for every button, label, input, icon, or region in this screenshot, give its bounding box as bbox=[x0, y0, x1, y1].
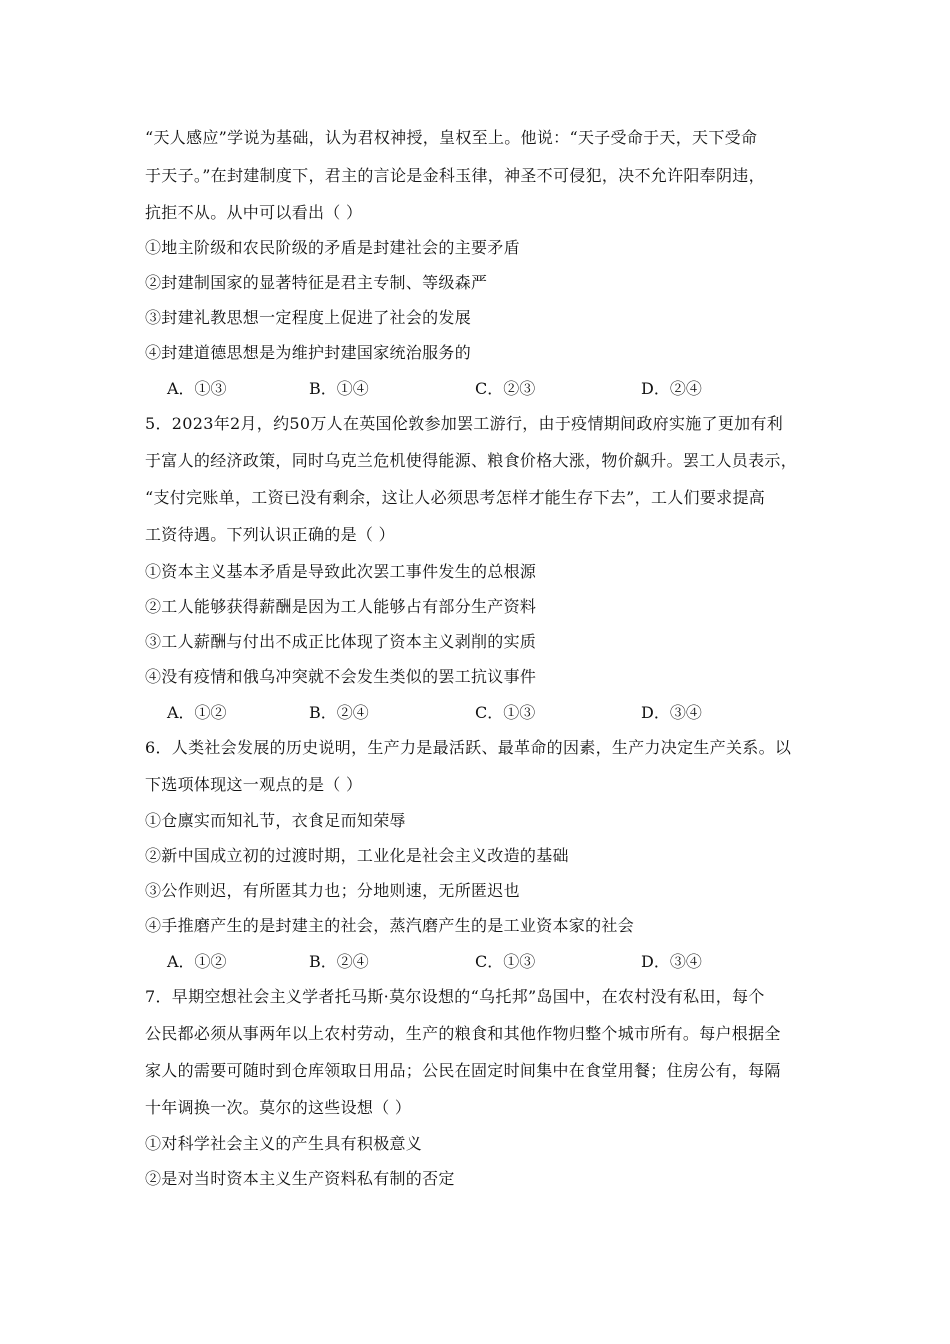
q4-option-b[interactable]: B．①④ bbox=[309, 379, 369, 398]
q5-stem-line-3: “支付完账单，工资已没有剩余，这让人必须思考怎样才能生存下去”，工人们要求提高 bbox=[145, 488, 766, 507]
q5-statement-1: ①资本主义基本矛盾是导致此次罢工事件发生的总根源 bbox=[145, 562, 537, 581]
q5-statement-2: ②工人能够获得薪酬是因为工人能够占有部分生产资料 bbox=[145, 597, 537, 616]
q6-option-b[interactable]: B．②④ bbox=[309, 952, 369, 971]
q4-stem-line-3: 抗拒不从。从中可以看出（ ） bbox=[145, 203, 363, 222]
q5-stem-line-2: 于富人的经济政策，同时乌克兰危机使得能源、粮食价格大涨，物价飙升。罢工人员表示， bbox=[145, 451, 798, 470]
q4-option-a[interactable]: A．①③ bbox=[167, 379, 227, 398]
q7-statement-2: ②是对当时资本主义生产资料私有制的否定 bbox=[145, 1169, 455, 1188]
q5-statement-4: ④没有疫情和俄乌冲突就不会发生类似的罢工抗议事件 bbox=[145, 667, 537, 686]
q6-stem-line-2: 下选项体现这一观点的是（ ） bbox=[145, 775, 363, 794]
q6-option-a[interactable]: A．①② bbox=[167, 952, 227, 971]
q5-option-b[interactable]: B．②④ bbox=[309, 703, 369, 722]
q6-option-d[interactable]: D．③④ bbox=[641, 952, 702, 971]
q6-statement-4: ④手推磨产生的是封建主的社会，蒸汽磨产生的是工业资本家的社会 bbox=[145, 916, 635, 935]
q6-option-c[interactable]: C．①③ bbox=[475, 952, 536, 971]
q5-stem-line-4: 工资待遇。下列认识正确的是（ ） bbox=[145, 525, 395, 544]
q4-statement-4: ④封建道德思想是为维护封建国家统治服务的 bbox=[145, 343, 472, 362]
q4-option-d[interactable]: D．②④ bbox=[641, 379, 702, 398]
q5-option-a[interactable]: A．①② bbox=[167, 703, 227, 722]
q4-statement-1: ①地主阶级和农民阶级的矛盾是封建社会的主要矛盾 bbox=[145, 238, 520, 257]
q4-statement-2: ②封建制国家的显著特征是君主专制、等级森严 bbox=[145, 273, 488, 292]
q7-statement-1: ①对科学社会主义的产生具有积极意义 bbox=[145, 1134, 423, 1153]
q7-stem-line-2: 公民都必须从事两年以上农村劳动，生产的粮食和其他作物归整个城市所有。每户根据全 bbox=[145, 1024, 781, 1043]
q4-option-c[interactable]: C．②③ bbox=[475, 379, 536, 398]
q5-stem-line-1: 5．2023年2月，约50万人在英国伦敦参加罢工游行，由于疫情期间政府实施了更加有利 bbox=[145, 414, 784, 433]
q5-option-d[interactable]: D．③④ bbox=[641, 703, 702, 722]
q5-option-c[interactable]: C．①③ bbox=[475, 703, 536, 722]
q4-stem-line-2: 于天子。”在封建制度下，君主的言论是金科玉律，神圣不可侵犯，决不允许阳奉阴违， bbox=[145, 166, 765, 185]
q5-statement-3: ③工人薪酬与付出不成正比体现了资本主义剥削的实质 bbox=[145, 632, 537, 651]
q7-stem-line-1: 7．早期空想社会主义学者托马斯·莫尔设想的“乌托邦”岛国中，在农村没有私田，每个 bbox=[145, 987, 765, 1006]
q4-stem-line-1: “天人感应”学说为基础，认为君权神授，皇权至上。他说：“天子受命于天，天下受命 bbox=[145, 128, 758, 147]
q7-stem-line-4: 十年调换一次。莫尔的这些设想（ ） bbox=[145, 1098, 412, 1117]
q4-statement-3: ③封建礼教思想一定程度上促进了社会的发展 bbox=[145, 308, 472, 327]
q6-statement-3: ③公作则迟，有所匿其力也；分地则速，无所匿迟也 bbox=[145, 881, 520, 900]
q7-stem-line-3: 家人的需要可随时到仓库领取日用品；公民在固定时间集中在食堂用餐；住房公有，每隔 bbox=[145, 1061, 781, 1080]
q6-stem-line-1: 6．人类社会发展的历史说明，生产力是最活跃、最革命的因素，生产力决定生产关系。以 bbox=[145, 738, 792, 757]
q6-statement-2: ②新中国成立初的过渡时期，工业化是社会主义改造的基础 bbox=[145, 846, 569, 865]
q6-statement-1: ①仓廪实而知礼节，衣食足而知荣辱 bbox=[145, 811, 406, 830]
